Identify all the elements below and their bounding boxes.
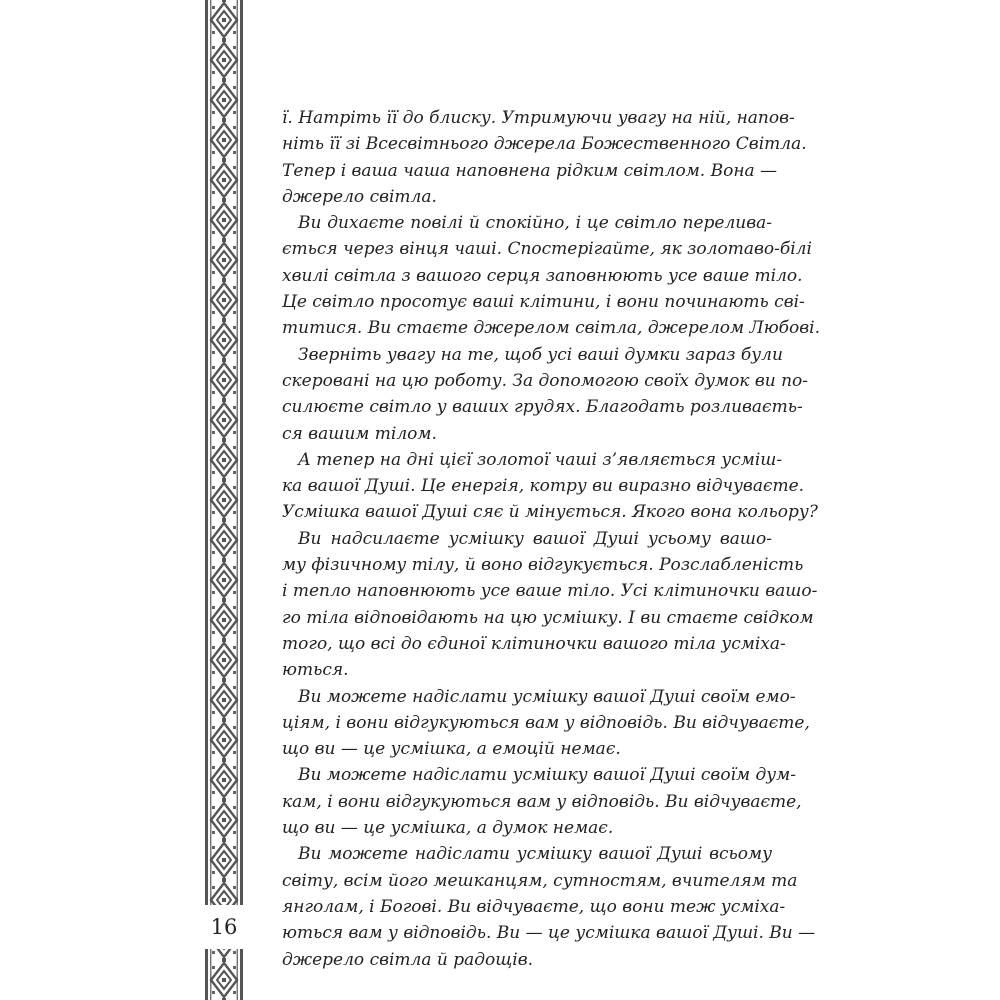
paragraph — [282, 210, 821, 341]
text-line: світу, всім його мешканцям, сутностям, вчителям та — [282, 870, 798, 891]
page-number: 16 — [203, 905, 245, 949]
text-line: ється через вінця чаші. Спостерігайте, як золотаво-білі — [282, 239, 812, 260]
text-line: джерело світла й радощів. — [282, 949, 534, 970]
text-line: Ви можете надіслати усмішку вашої Душі своїм дум- — [298, 765, 796, 786]
text-line: Тепер і ваша чаша наповнена рідким світлом. Вона — — [282, 160, 778, 181]
text-line: ються. — [282, 660, 349, 681]
text-line: титися. Ви стаєте джерелом світла, джерелом Любові. — [282, 318, 821, 339]
folk-embroidery-border — [205, 0, 243, 1000]
text-line: го тіла відповідають на цю усмішку. І ви стаєте свідком — [282, 607, 814, 628]
text-line: Ви можете надіслати усмішку вашої Душі своїм емо- — [298, 686, 796, 707]
text-line: янголам, і Богові. Ви відчуваєте, що вони теж усміха- — [282, 896, 786, 917]
text-line: і тепло наповнюють усе ваше тіло. Усі клітиночки вашо- — [282, 581, 818, 602]
text-line: Зверніть увагу на те, щоб усі ваші думки зараз були — [298, 344, 783, 365]
text-line: Ви надсилаєте усмішку вашої Душі усьому вашо- — [298, 528, 772, 549]
text-line: ї. Натріть її до блиску. Утримуючи увагу на ній, напов- — [282, 108, 795, 128]
text-line: того, що всі до єдиної клітиночки вашого тіла усміха- — [282, 633, 786, 654]
text-line: скеровані на цю роботу. За допомогою своїх думок ви по- — [282, 370, 809, 391]
paragraph — [282, 447, 818, 526]
text-line: ка вашої Душі. Це енергія, котру ви виразно відчуваєте. — [282, 476, 805, 497]
text-line: ся вашим тілом. — [282, 423, 437, 444]
text-line: Усмішка вашої Душі сяє й мінується. Якого вона кольору? — [282, 502, 818, 523]
paragraph — [282, 105, 807, 210]
text-line: Ви дихаєте повілі й спокійно, і це світло перелива- — [298, 213, 772, 234]
paragraph — [282, 526, 818, 684]
paragraph — [282, 841, 816, 972]
text-line: Ви можете надіслати усмішку вашої Душі всьому — [298, 844, 772, 865]
text-line: Це світло просотує ваші клітини, і вони починають сві- — [282, 292, 805, 313]
text-line: що ви — це усмішка, а емоцій немає. — [282, 739, 621, 760]
paragraph — [282, 342, 809, 447]
text-line: хвилі світла з вашого серця заповнюють усе ваше тіло. — [282, 265, 803, 286]
body-text — [282, 105, 821, 973]
text-line: му фізичному тілу, й воно відгукується. Розслабленість — [282, 555, 804, 576]
text-line: що ви — це усмішка, а думок немає. — [282, 818, 614, 839]
text-line: ються вам у відповідь. Ви — це усмішка вашої Душі. Ви — — [282, 923, 816, 944]
text-line: кам, і вони відгукуються вам у відповідь. Ви відчуваєте, — [282, 791, 802, 812]
text-line: ціям, і вони відгукуються вам у відповідь. Ви відчуваєте, — [282, 712, 810, 733]
text-line: ніть її зі Всесвітнього джерела Божественного Світла. — [282, 134, 807, 155]
text-line: силюєте світло у ваших грудях. Благодать розливаєть- — [282, 397, 803, 418]
text-line: А тепер на дні цієї золотої чаші з’являється усміш- — [298, 449, 783, 470]
paragraph — [282, 684, 810, 763]
text-line: джерело світла. — [282, 186, 437, 207]
paragraph — [282, 762, 802, 841]
